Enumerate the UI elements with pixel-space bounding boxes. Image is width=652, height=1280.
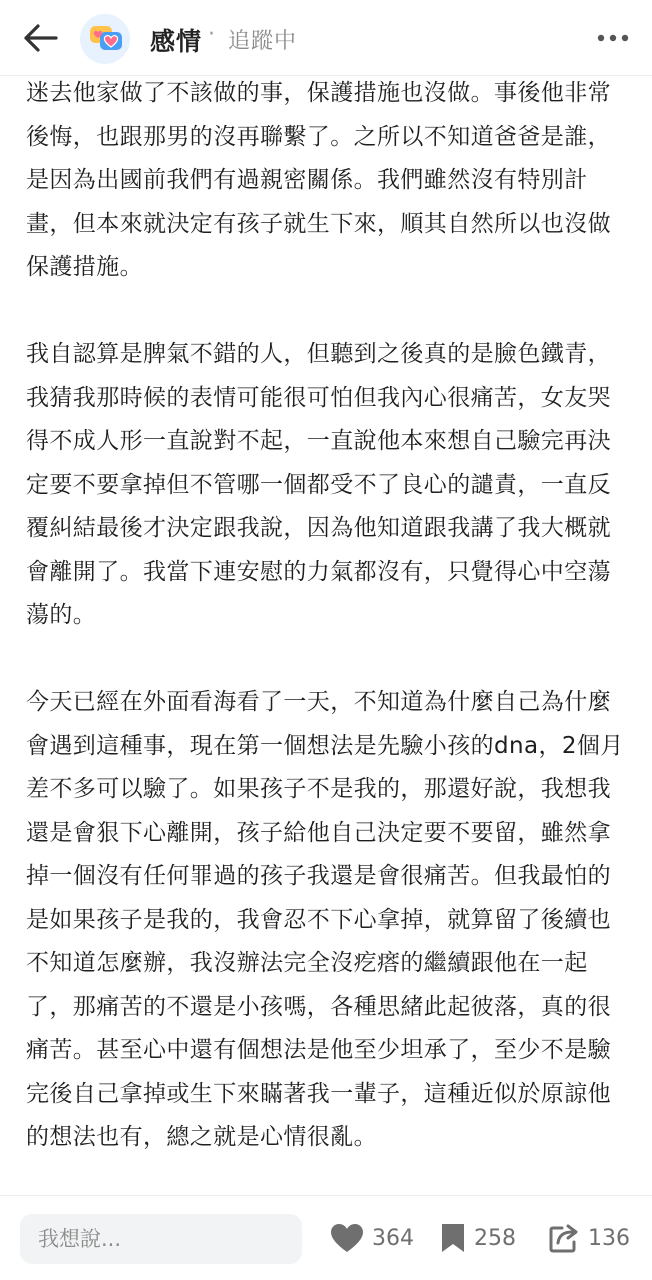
top-bar — [0, 0, 652, 76]
share-count: 136 — [588, 1225, 630, 1251]
separator-dot: · — [208, 22, 215, 47]
more-icon — [596, 26, 630, 50]
heart-icon — [330, 1223, 364, 1253]
board-name[interactable]: 感情 — [150, 27, 203, 56]
post-paragraph-2: 我自認算是脾氣不錯的人，但聽到之後真的是臉色鐵青，我猜我那時候的表情可能很可怕但我內心很痛苦，女友哭得不成人形一直說對不起，一直說他本來想自己驗完再決定要不要拿掉但不管哪一個都受不了良心的譴責，一直反覆糾結最後才決定跟我說，因為他知道跟我講了我大概就會離開了。我當下連安慰的力氣都沒有，只覺得心中空蕩蕩的。 — [26, 341, 611, 628]
bookmark-icon — [440, 1222, 466, 1254]
save-button[interactable] — [440, 1220, 516, 1256]
post-content-scroll[interactable] — [0, 76, 652, 1195]
share-button[interactable] — [548, 1220, 630, 1256]
more-button[interactable] — [596, 26, 630, 50]
follow-status-button[interactable]: 追蹤中 — [228, 29, 298, 54]
save-count: 258 — [474, 1225, 516, 1251]
back-arrow-icon — [22, 22, 58, 54]
post-body — [26, 76, 626, 1195]
content-fade — [0, 1177, 652, 1195]
share-icon — [548, 1222, 580, 1254]
bottom-action-bar — [0, 1195, 652, 1280]
reply-input[interactable]: 我想說... — [20, 1214, 302, 1264]
like-count: 364 — [372, 1225, 414, 1251]
like-button[interactable] — [330, 1220, 414, 1256]
back-button[interactable] — [22, 22, 58, 54]
board-avatar[interactable] — [80, 14, 130, 64]
post-paragraph-1: 迷去他家做了不該做的事，保護措施也沒做。事後他非常後悔，也跟那男的沒再聯繫了。之所以不知道爸爸是誰，是因為出國前我們有過親密關係。我們雖然沒有特別計畫，但本來就決定有孩子就生下來，順其自然所以也沒做保護措施。 — [26, 80, 611, 280]
post-paragraph-3: 今天已經在外面看海看了一天，不知道為什麼自己為什麼會遇到這種事，現在第一個想法是先驗小孩的dna，2個月差不多可以驗了。如果孩子不是我的，那還好說，我想我還是會狠下心離開，孩子給他自己決定要不要留，雖然拿掉一個沒有任何罪過的孩子我還是會很痛苦。但我最怕的是如果孩子是我的，我會忍不下心拿掉，就算留了後續也不知道怎麼辦，我沒辦法完全沒疙瘩的繼續跟他在一起了，那痛苦的不還是小孩嗎，各種思緒此起彼落，真的很痛苦。甚至心中還有個想法是他至少坦承了，至少不是驗完後自己拿掉或生下來瞞著我一輩子，這種近似於原諒他的想法也有，總之就是心情很亂。 — [26, 689, 624, 1150]
board-avatar-icon — [80, 14, 130, 64]
